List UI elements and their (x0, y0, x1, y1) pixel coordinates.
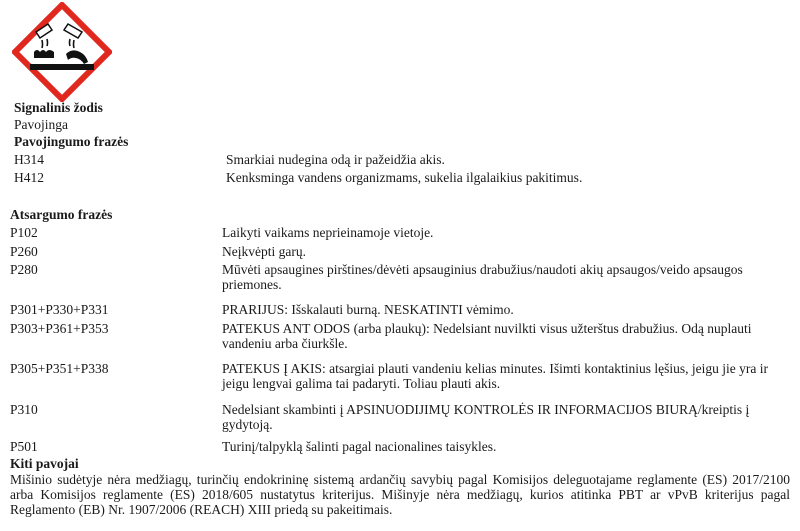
other-hazards-heading: Kiti pavojai (10, 456, 79, 471)
precaution-code: P305+P351+P338 (10, 361, 109, 376)
precaution-text: Nedelsiant skambinti į APSINUODIJIMŲ KONTROLĖS IR INFORMACIJOS BIURĄ/kreiptis į gydytoją. (222, 402, 750, 432)
precaution-code: P501 (10, 439, 38, 454)
hazard-text: Smarkiai nudegina odą ir pažeidžia akis. (226, 152, 445, 167)
precaution-text: Laikyti vaikams neprieinamoje vietoje. (222, 225, 434, 240)
precaution-text: Neįkvėpti garų. (222, 244, 306, 259)
precautionary-statements-heading: Atsargumo frazės (10, 207, 113, 222)
precaution-text: Mūvėti apsaugines pirštines/dėvėti apsauginius drabužius/naudoti akių apsaugos/veido apsaugos priemones. (222, 262, 743, 292)
precaution-code: P301+P330+P331 (10, 302, 109, 317)
signal-word-heading: Signalinis žodis (14, 100, 103, 115)
precaution-code: P260 (10, 244, 38, 259)
precaution-code: P102 (10, 225, 38, 240)
precaution-code: P280 (10, 262, 38, 277)
hazard-text: Kenksminga vandens organizmams, sukelia ilgalaikius pakitimus. (226, 170, 583, 185)
precaution-code: P303+P361+P353 (10, 321, 109, 336)
precaution-text: PATEKUS Į AKIS: atsargiai plauti vandeniu kelias minutes. Išimti kontaktinius lęšius, jeigu jie yra ir jeigu lengvai galima tai padaryti. Toliau plauti akis. (222, 361, 768, 391)
ghs05-corrosion-icon (12, 2, 112, 102)
precaution-text: PRARIJUS: Išskalauti burną. NESKATINTI vėmimo. (222, 302, 514, 317)
precaution-text: PATEKUS ANT ODOS (arba plaukų): Nedelsiant nuvilkti visus užterštus drabužius. Odą nuplauti vandeniu arba čiurkšle. (222, 321, 752, 351)
hazard-code: H314 (14, 152, 44, 167)
precaution-text: Turinį/talpyklą šalinti pagal nacionalines taisykles. (222, 439, 497, 454)
signal-word: Pavojinga (14, 117, 68, 132)
hazard-code: H412 (14, 170, 44, 185)
other-hazards-text: Mišinio sudėtyje nėra medžiagų, turinčių endokrininę sistemą ardančių savybių pagal Komisijos deleguotajame reglamente (ES) 2017/2100 arba Komisijos reglamente (ES) 2018/605 nustatytus kriterijus. Mišinyje nėra medžiagų, kurios atitinka PBT ar vPvB kriterijus pagal Reglamento (EB) Nr. 1907/2006 (REACH) XIII priedą su pakeitimais. (10, 472, 790, 517)
hazard-statements-heading: Pavojingumo frazės (14, 134, 129, 149)
precaution-code: P310 (10, 402, 38, 417)
